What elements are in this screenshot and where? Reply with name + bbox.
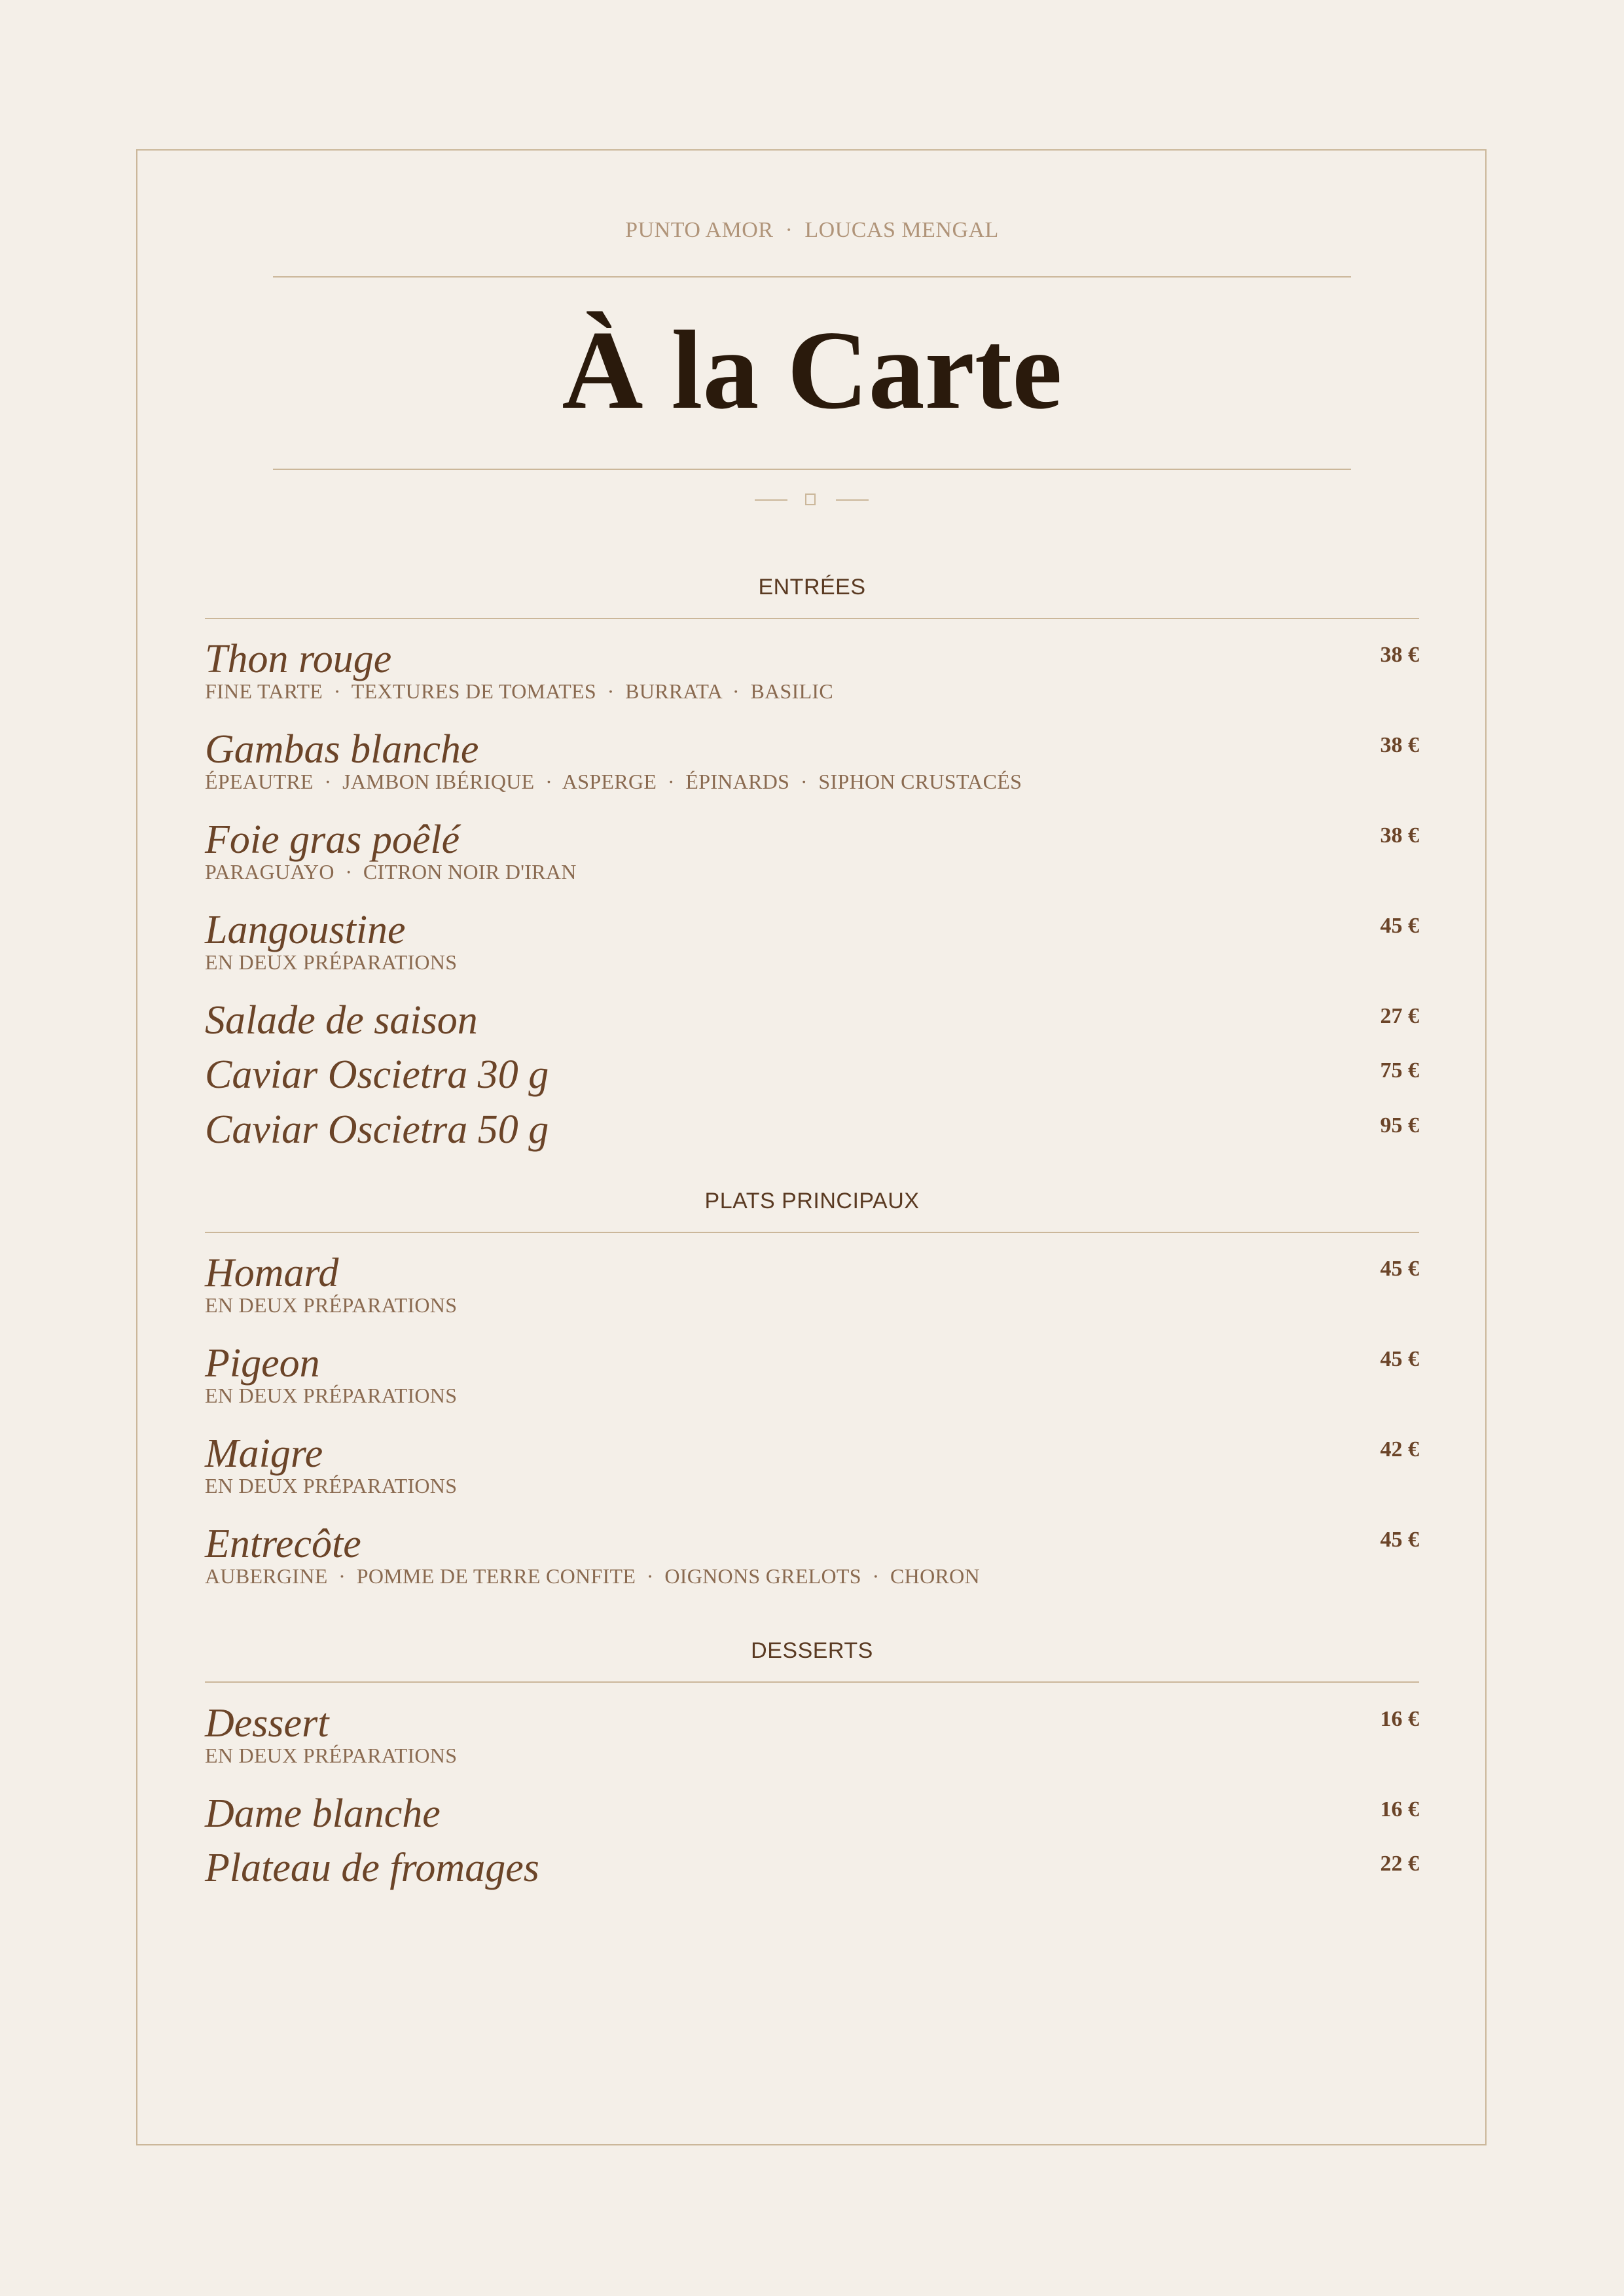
- item-name: Caviar Oscietra 30 g: [205, 1052, 549, 1097]
- item-price: 38 €: [1380, 733, 1419, 757]
- item-price: 16 €: [1380, 1707, 1419, 1731]
- item-price: 38 €: [1380, 643, 1419, 667]
- section-rule: [205, 618, 1419, 619]
- item-name: Foie gras poêlé: [205, 817, 460, 862]
- item-name: Salade de saison: [205, 998, 478, 1043]
- ornament-divider: [753, 491, 871, 509]
- item-name: Dessert: [205, 1701, 329, 1746]
- restaurant-kicker: [0, 218, 1624, 243]
- item-description: AUBERGINE · POMME DE TERRE CONFITE · OIGNONS GRELOTS · CHORON: [205, 1564, 980, 1588]
- item-name: Entrecôte: [205, 1522, 361, 1566]
- ornament-line-right: [836, 499, 869, 501]
- kicker-separator: ·: [785, 218, 793, 242]
- item-description: EN DEUX PRÉPARATIONS: [205, 950, 458, 974]
- item-description: PARAGUAYO · CITRON NOIR D'IRAN: [205, 860, 577, 884]
- item-price: 42 €: [1380, 1437, 1419, 1462]
- item-name: Langoustine: [205, 908, 406, 952]
- item-description: FINE TARTE · TEXTURES DE TOMATES · BURRATA · BASILIC: [205, 679, 834, 703]
- item-price: 38 €: [1380, 823, 1419, 848]
- item-name: Pigeon: [205, 1341, 320, 1386]
- section-title: ENTRÉES: [758, 575, 866, 600]
- section-title: DESSERTS: [751, 1638, 873, 1663]
- header-rule-top: [273, 276, 1351, 278]
- item-price: 45 €: [1380, 1528, 1419, 1552]
- item-price: 45 €: [1380, 914, 1419, 938]
- section-rule: [205, 1681, 1419, 1683]
- chef-name: LOUCAS MENGAL: [804, 218, 999, 242]
- ornament-icon: [805, 493, 816, 505]
- section-rule: [205, 1232, 1419, 1233]
- section-title: PLATS PRINCIPAUX: [704, 1189, 920, 1213]
- item-price: 27 €: [1380, 1004, 1419, 1028]
- item-price: 95 €: [1380, 1113, 1419, 1138]
- item-name: Homard: [205, 1251, 339, 1295]
- item-name: Gambas blanche: [205, 727, 479, 772]
- item-description: EN DEUX PRÉPARATIONS: [205, 1384, 458, 1407]
- item-name: Plateau de fromages: [205, 1846, 539, 1890]
- header-rule-bottom: [273, 469, 1351, 470]
- item-price: 16 €: [1380, 1797, 1419, 1821]
- item-name: Maigre: [205, 1431, 323, 1476]
- item-name: Dame blanche: [205, 1791, 441, 1836]
- item-description: ÉPEAUTRE · JAMBON IBÉRIQUE · ASPERGE · ÉPINARDS · SIPHON CRUSTACÉS: [205, 770, 1022, 793]
- item-description: EN DEUX PRÉPARATIONS: [205, 1293, 458, 1317]
- item-price: 45 €: [1380, 1257, 1419, 1281]
- ornament-line-left: [755, 499, 787, 501]
- item-price: 75 €: [1380, 1058, 1419, 1083]
- item-name: Thon rouge: [205, 637, 392, 681]
- item-name: Caviar Oscietra 50 g: [205, 1107, 549, 1152]
- item-description: EN DEUX PRÉPARATIONS: [205, 1744, 458, 1767]
- item-price: 45 €: [1380, 1347, 1419, 1371]
- item-description: EN DEUX PRÉPARATIONS: [205, 1474, 458, 1498]
- item-price: 22 €: [1380, 1852, 1419, 1876]
- page-title: À la Carte: [562, 308, 1062, 433]
- restaurant-name: PUNTO AMOR: [625, 218, 774, 242]
